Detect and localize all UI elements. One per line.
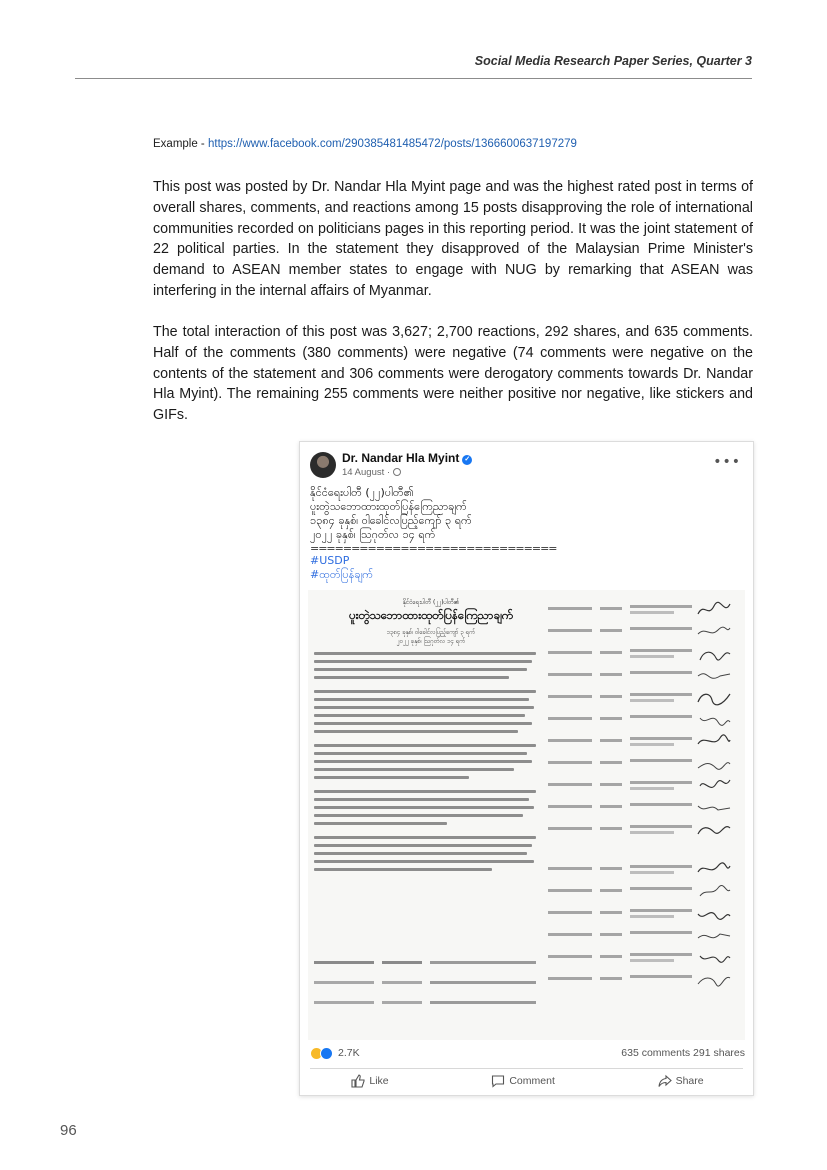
hashtag-link[interactable]: #ထုတ်ပြန်ချက် bbox=[310, 568, 374, 581]
signature-icon bbox=[696, 666, 732, 686]
signature-row bbox=[548, 644, 738, 666]
hashtags bbox=[310, 554, 373, 582]
thumbs-up-icon bbox=[351, 1074, 365, 1088]
comment-label: Comment bbox=[509, 1075, 555, 1087]
signature-icon bbox=[696, 754, 732, 774]
example-label: Example - bbox=[153, 138, 205, 150]
post-actions bbox=[300, 1074, 754, 1088]
signature-row bbox=[548, 926, 738, 948]
document-title: ပူးတွဲသဘောထားထုတ်ပြန်ကြေညာချက် bbox=[349, 608, 513, 622]
action-divider bbox=[310, 1068, 743, 1069]
signature-row bbox=[548, 600, 738, 622]
signature-icon bbox=[696, 820, 732, 840]
signature-row bbox=[548, 776, 738, 798]
signature-row bbox=[548, 970, 738, 992]
verified-badge-icon: ✓ bbox=[462, 455, 472, 465]
document-heading: နိုင်ငံရေးပါတီ (၂၂)ပါတီ၏ bbox=[402, 599, 460, 606]
signature-icon bbox=[696, 600, 732, 620]
post-text-line: ၁၃၈၄ ခုနှစ်၊ ဝါခေါင်လပြည့်ကျော် ၃ ရက် bbox=[310, 514, 472, 527]
example-link[interactable]: https://www.facebook.com/290385481485472/posts/1366600637197279 bbox=[207, 138, 577, 150]
signature-icon bbox=[696, 926, 732, 946]
document-date-line: ၁၃၈၄ ခုနှစ်၊ ဝါခေါင်လပြည့်ကျော် ၃ ရက် bbox=[386, 629, 476, 636]
signature-icon bbox=[696, 904, 732, 924]
signature-icon bbox=[696, 860, 732, 880]
signature-row bbox=[548, 754, 738, 776]
document-body-text bbox=[314, 652, 536, 876]
signature-icon bbox=[696, 776, 732, 796]
signature-row bbox=[548, 798, 738, 820]
signature-row bbox=[548, 732, 738, 754]
signature-icon bbox=[696, 970, 732, 990]
like-button[interactable] bbox=[351, 1074, 388, 1088]
running-head: Social Media Research Paper Series, Quarter 3 bbox=[474, 54, 752, 68]
signature-icon bbox=[696, 710, 732, 730]
comment-button[interactable] bbox=[491, 1074, 555, 1088]
post-author-name[interactable]: Dr. Nandar Hla Myint bbox=[342, 451, 460, 465]
share-button[interactable] bbox=[658, 1074, 704, 1088]
header-rule bbox=[75, 78, 752, 79]
more-options-icon[interactable]: ••• bbox=[713, 454, 741, 470]
signature-row bbox=[548, 622, 738, 644]
signature-row bbox=[548, 882, 738, 904]
share-icon bbox=[658, 1074, 672, 1088]
post-text bbox=[310, 486, 610, 556]
signature-row bbox=[548, 710, 738, 732]
post-text-line: နိုင်ငံရေးပါတီ (၂၂)ပါတီ၏ bbox=[310, 486, 414, 499]
post-date-text[interactable]: 14 August · bbox=[342, 467, 391, 478]
facebook-post bbox=[299, 441, 754, 1096]
like-reaction-icon bbox=[320, 1047, 333, 1060]
comment-icon bbox=[491, 1074, 505, 1088]
post-date[interactable] bbox=[342, 467, 401, 478]
globe-icon bbox=[393, 468, 401, 476]
document-date-line: ၂၀၂၂ ခုနှစ်၊ ဩဂုတ်လ ၁၄ ရက် bbox=[396, 638, 466, 645]
post-separator: ============================== bbox=[310, 542, 557, 555]
signature-icon bbox=[696, 948, 732, 968]
document-signature-column bbox=[548, 600, 738, 992]
example-line bbox=[153, 138, 577, 150]
signature-row bbox=[548, 666, 738, 688]
signature-icon bbox=[696, 732, 732, 752]
reactions-bar bbox=[310, 1047, 745, 1061]
signature-icon bbox=[696, 688, 732, 708]
statement-document-image[interactable] bbox=[308, 590, 745, 1040]
signature-icon bbox=[696, 882, 732, 902]
like-label: Like bbox=[369, 1075, 389, 1087]
share-label: Share bbox=[675, 1075, 704, 1087]
avatar[interactable] bbox=[310, 452, 336, 478]
body-paragraph-2: The total interaction of this post was 3,627; 2,700 reactions, 292 shares, and 635 comments. Half of the comments (380 comments) were negative (74 comments were negative on the contents of the statement and 306 comments were derogatory comments towards Dr. Nandar Hla Myint). The remaining 255 comments were neither positive nor negative, like stickers and GIFs. bbox=[153, 324, 753, 424]
signature-row bbox=[548, 948, 738, 970]
document-signature-table bbox=[314, 952, 536, 1012]
reaction-icons[interactable] bbox=[310, 1047, 330, 1060]
signature-row bbox=[548, 860, 738, 882]
post-text-line: ပူးတွဲသဘောထားထုတ်ပြန်ကြေညာချက် bbox=[310, 500, 467, 513]
engagement-counts[interactable]: 635 comments 291 shares bbox=[621, 1047, 745, 1059]
post-author[interactable] bbox=[342, 451, 472, 465]
signature-row bbox=[548, 688, 738, 710]
signature-row bbox=[548, 820, 738, 842]
hashtag-link[interactable]: #USDP bbox=[310, 554, 350, 567]
signature-row bbox=[548, 904, 738, 926]
body-paragraph-1: This post was posted by Dr. Nandar Hla Myint page and was the highest rated post in terms of overall shares, comments, and reactions among 15 posts disapproving the role of international communities recorded on politicians pages in this reporting period. It was the joint statement of 22 political parties. In the statement they disapproved of the Malaysian Prime Minister's demand to ASEAN member states to engage with NUG by remarking that ASEAN was interfering in the internal affairs of Myanmar. bbox=[153, 179, 753, 299]
signature-icon bbox=[696, 644, 732, 664]
reaction-count[interactable]: 2.7K bbox=[338, 1047, 360, 1059]
signature-icon bbox=[696, 798, 732, 818]
page-number: 96 bbox=[60, 1122, 77, 1139]
post-text-line: ၂၀၂၂ ခုနှစ်၊ ဩဂုတ်လ ၁၄ ရက် bbox=[310, 528, 436, 541]
signature-icon bbox=[696, 622, 732, 642]
